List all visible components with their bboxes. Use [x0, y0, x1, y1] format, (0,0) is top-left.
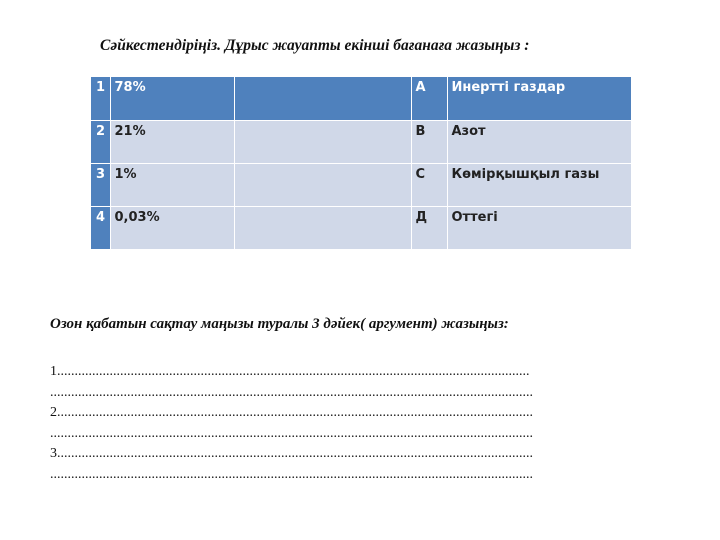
percent-cell: 21% [110, 120, 234, 163]
letter-cell: В [411, 120, 447, 163]
answer-blank-cell[interactable] [234, 120, 411, 163]
answer-line[interactable]: .......................................................................................................................................... [50, 425, 533, 441]
answer-lines [50, 362, 640, 485]
answer-line[interactable]: 3........................................................................................................................................ [50, 446, 533, 461]
row-number: 2 [91, 120, 110, 163]
answer-line[interactable]: .......................................................................................................................................... [50, 466, 533, 482]
gas-name-cell: Азот [447, 120, 631, 163]
row-number: 3 [91, 163, 110, 206]
argument-question: Озон қабатын сақтау маңызы туралы 3 дәйек( аргумент) жазыңыз: [50, 316, 509, 332]
table-row [91, 206, 631, 249]
task-heading: Сәйкестендіріңіз. Дұрыс жауапты екінші бағанаға жазыңыз : [100, 37, 530, 54]
percent-cell: 78% [110, 77, 234, 120]
answer-blank-cell[interactable] [234, 163, 411, 206]
gas-name-cell: Оттегі [447, 206, 631, 249]
answer-line[interactable]: 1....................................................................................................................................... [50, 364, 530, 379]
matching-table [91, 77, 632, 250]
answer-blank-cell[interactable] [234, 206, 411, 249]
table-row [91, 163, 631, 206]
table-row [91, 120, 631, 163]
percent-cell: 1% [110, 163, 234, 206]
percent-cell: 0,03% [110, 206, 234, 249]
letter-cell: А [411, 77, 447, 120]
letter-cell: Д [411, 206, 447, 249]
table-row [91, 77, 631, 120]
answer-line[interactable]: .......................................................................................................................................... [50, 384, 533, 400]
answer-line[interactable]: 2........................................................................................................................................ [50, 405, 533, 420]
row-number: 1 [91, 77, 110, 120]
gas-name-cell: Инертті газдар [447, 77, 631, 120]
letter-cell: С [411, 163, 447, 206]
gas-name-cell: Көмірқышқыл газы [447, 163, 631, 206]
row-number: 4 [91, 206, 110, 249]
answer-blank-cell[interactable] [234, 77, 411, 120]
